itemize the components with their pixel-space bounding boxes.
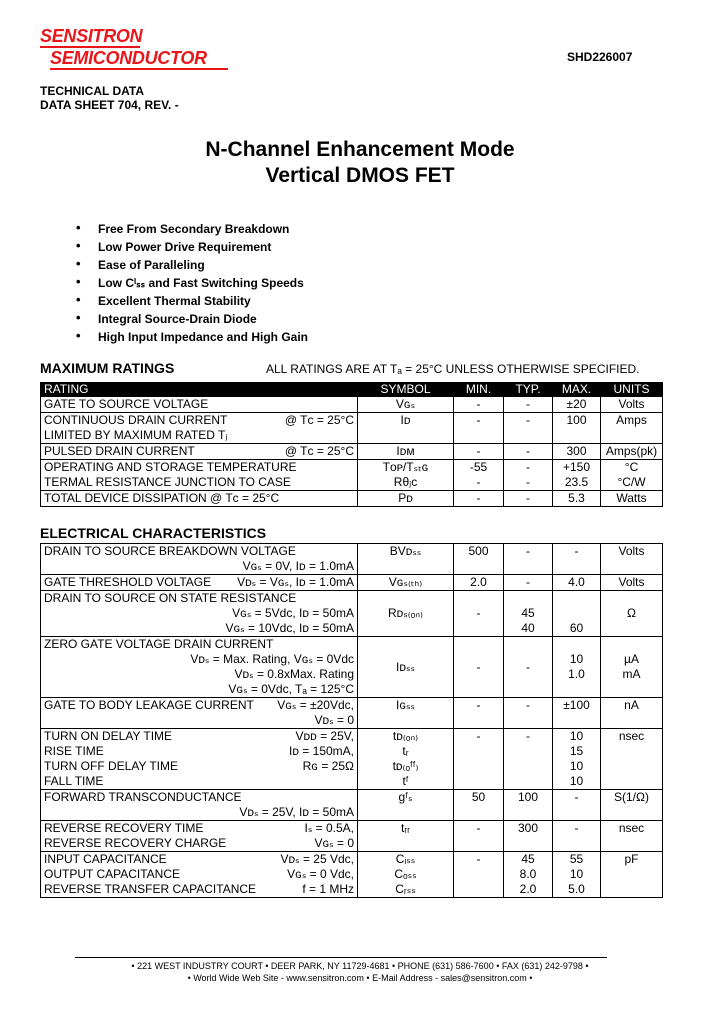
table-row bbox=[41, 790, 663, 821]
logo-line2: SEMICONDUCTOR bbox=[50, 48, 228, 70]
table-row bbox=[41, 460, 663, 491]
symbol-cell: Cᵣₛₛ bbox=[395, 882, 416, 896]
min-cell: - bbox=[454, 397, 504, 413]
param-condition: Iᴅ = 150mA, bbox=[289, 744, 354, 758]
max-cell: 10 bbox=[569, 867, 584, 881]
table-row bbox=[41, 637, 663, 698]
title-line1: N-Channel Enhancement Mode bbox=[205, 138, 515, 161]
param-condition: Vɢₛ = 0V, Iᴅ = 1.0mA bbox=[242, 559, 354, 573]
param-condition: Vᴅₛ = 25 Vdc, bbox=[280, 852, 354, 866]
electrical-heading: ELECTRICAL CHARACTERISTICS bbox=[40, 525, 267, 541]
param-condition: Vᴅₛ = 25V, Iᴅ = 50mA bbox=[239, 805, 354, 819]
max-cell: 10 bbox=[569, 729, 584, 743]
min-cell: - bbox=[454, 729, 504, 790]
typ-cell: 45 bbox=[521, 606, 535, 620]
max-cell: 5.0 bbox=[568, 882, 585, 896]
typ-cell: - bbox=[504, 575, 553, 591]
param-name: RISE TIME bbox=[44, 744, 104, 758]
units-cell: Amps(pk) bbox=[601, 444, 663, 460]
param-condition: Vᴅₛ = Max. Rating, Vɢₛ = 0Vdc bbox=[190, 652, 354, 666]
rating-name: TOTAL DEVICE DISSIPATION @ Tᴄ = 25°C bbox=[41, 491, 358, 507]
symbol-cell: Tᴏᴘ/Tₛₜɢ bbox=[382, 460, 429, 474]
param-condition: Vᴅₛ = 0.8xMax. Rating bbox=[234, 667, 354, 681]
param-condition: Vɢₛ = 0 Vdc, bbox=[287, 867, 354, 881]
col-header: SYMBOL bbox=[358, 383, 454, 397]
min-cell: - bbox=[454, 591, 504, 637]
max-cell: 55 bbox=[569, 852, 584, 866]
typ-cell: 100 bbox=[504, 790, 553, 821]
feature-item: • Low Cᴵₛₛ and Fast Switching Speeds bbox=[76, 276, 308, 294]
typ-cell: - bbox=[504, 544, 553, 575]
units-cell: Volts bbox=[601, 575, 663, 591]
max-cell: 100 bbox=[553, 413, 601, 444]
logo-line1: SENSITRON bbox=[40, 26, 143, 46]
symbol-cell: Vɢₛ bbox=[358, 397, 454, 413]
technical-data-label: TECHNICAL DATA bbox=[40, 84, 144, 98]
min-cell: - bbox=[454, 637, 504, 698]
symbol-cell: Iɢₛₛ bbox=[358, 698, 454, 729]
typ-cell: - bbox=[504, 637, 553, 698]
part-number: SHD226007 bbox=[567, 50, 633, 64]
rating-name-line2: LIMITED BY MAXIMUM RATED Tⱼ bbox=[44, 428, 228, 442]
symbol-cell: tᴅ₍ₒₙ₎ bbox=[392, 729, 419, 743]
param-name: REVERSE RECOVERY TIME bbox=[44, 821, 204, 835]
units-cell-2: mA bbox=[622, 667, 641, 681]
symbol-cell: BVᴅₛₛ bbox=[358, 544, 454, 575]
typ-cell: - bbox=[504, 397, 553, 413]
units-cell: Ω bbox=[601, 591, 663, 637]
max-cell: - bbox=[553, 821, 601, 852]
max-cell: +150 bbox=[562, 460, 591, 474]
min-cell: - bbox=[454, 821, 504, 852]
feature-item: • Low Power Drive Requirement bbox=[76, 240, 308, 258]
col-header: RATING bbox=[41, 383, 358, 397]
max-cell: ±100 bbox=[553, 698, 601, 729]
units-cell: pF bbox=[601, 852, 663, 898]
symbol-cell: tᴅ₍ₒᶠᶠ₎ bbox=[392, 759, 419, 773]
feature-item: • Excellent Thermal Stability bbox=[76, 294, 308, 312]
table-row bbox=[41, 729, 663, 790]
typ-cell-2: 40 bbox=[521, 621, 535, 635]
param-condition: Vᴅᴅ = 25V, bbox=[295, 729, 354, 743]
footer-contact: • World Wide Web Site - www.sensitron.com • E-Mail Address - sales@sensitron.com • bbox=[187, 973, 533, 983]
param-condition: Vɢₛ = ±20Vdc, bbox=[277, 698, 354, 712]
symbol-cell: Cᵢₛₛ bbox=[395, 852, 416, 866]
max-cell: 5.3 bbox=[553, 491, 601, 507]
symbol-cell: Rᴅₛ₍ₒₙ₎ bbox=[358, 591, 454, 637]
param-condition: Vɢₛ = 10Vdc, Iᴅ = 50mA bbox=[225, 621, 354, 635]
param-name: REVERSE TRANSFER CAPACITANCE bbox=[44, 882, 257, 896]
table-row bbox=[41, 698, 663, 729]
min-cell-2: - bbox=[476, 475, 481, 489]
param-condition: Vɢₛ = 0Vdc, Tₐ = 125°C bbox=[228, 682, 354, 696]
typ-cell: - bbox=[526, 460, 530, 474]
max-cell-2: 23.5 bbox=[564, 475, 589, 489]
col-header: TYP. bbox=[504, 383, 553, 397]
param-name: REVERSE RECOVERY CHARGE bbox=[44, 836, 227, 850]
feature-list bbox=[76, 222, 308, 348]
param-name: TURN ON DELAY TIME bbox=[44, 729, 173, 743]
units-cell: Volts bbox=[601, 397, 663, 413]
footer-rule bbox=[75, 957, 607, 958]
rating-name: CONTINUOUS DRAIN CURRENT bbox=[44, 413, 228, 427]
table-header-row bbox=[41, 383, 663, 397]
typ-cell: - bbox=[504, 413, 553, 444]
units-cell: S(1/Ω) bbox=[601, 790, 663, 821]
rating-name: OPERATING AND STORAGE TEMPERATURE bbox=[44, 460, 297, 474]
typ-cell: 300 bbox=[504, 821, 553, 852]
symbol-cell: gᶠₛ bbox=[358, 790, 454, 821]
rating-condition: @ Tᴄ = 25°C bbox=[284, 413, 354, 427]
symbol-cell-2: Rθⱼᴄ bbox=[393, 475, 418, 489]
param-name: DRAIN TO SOURCE ON STATE RESISTANCE bbox=[44, 591, 297, 605]
param-name: OUTPUT CAPACITANCE bbox=[44, 867, 181, 881]
units-cell: µA bbox=[624, 652, 639, 666]
param-condition: Vɢₛ = 0 bbox=[314, 836, 354, 850]
symbol-cell: Iᴅᴍ bbox=[358, 444, 454, 460]
min-cell: - bbox=[454, 491, 504, 507]
min-cell: - bbox=[454, 852, 504, 898]
table-row bbox=[41, 591, 663, 637]
col-header: MAX. bbox=[553, 383, 601, 397]
units-cell: °C bbox=[624, 460, 639, 474]
document-title bbox=[0, 137, 720, 189]
symbol-cell: tᵣ bbox=[402, 744, 409, 758]
symbol-cell: Pᴅ bbox=[358, 491, 454, 507]
max-cell: 300 bbox=[553, 444, 601, 460]
max-ratings-table bbox=[40, 382, 663, 507]
min-cell: - bbox=[454, 444, 504, 460]
symbol-cell: Cₒₛₛ bbox=[394, 867, 417, 881]
param-condition: Vɢₛ = 5Vdc, Iᴅ = 50mA bbox=[232, 606, 354, 620]
param-name: GATE THRESHOLD VOLTAGE bbox=[44, 575, 212, 589]
units-cell: Amps bbox=[601, 413, 663, 444]
symbol-cell: Iᴅₛₛ bbox=[358, 637, 454, 698]
min-cell: - bbox=[454, 698, 504, 729]
rating-name-line2: TERMAL RESISTANCE JUNCTION TO CASE bbox=[44, 475, 291, 489]
table-row bbox=[41, 491, 663, 507]
max-ratings-note: ALL RATINGS ARE AT Tₐ = 25°C UNLESS OTHERWISE SPECIFIED. bbox=[266, 362, 640, 376]
param-name: INPUT CAPACITANCE bbox=[44, 852, 167, 866]
table-row bbox=[41, 413, 663, 444]
max-cell: 4.0 bbox=[553, 575, 601, 591]
min-cell: - bbox=[454, 413, 504, 444]
max-cell-2: 1.0 bbox=[568, 667, 585, 681]
units-cell: nA bbox=[601, 698, 663, 729]
typ-cell-2: - bbox=[526, 475, 530, 489]
rating-name: PULSED DRAIN CURRENT bbox=[44, 444, 195, 458]
symbol-cell: tᵣᵣ bbox=[358, 821, 454, 852]
param-condition: Vᴅₛ = 0 bbox=[314, 713, 354, 727]
typ-cell: 8.0 bbox=[519, 867, 537, 881]
rating-condition: @ Tᴄ = 25°C bbox=[284, 444, 354, 458]
units-cell: Watts bbox=[601, 491, 663, 507]
param-name: FORWARD TRANSCONDUCTANCE bbox=[44, 790, 242, 804]
feature-item: • Integral Source-Drain Diode bbox=[76, 312, 308, 330]
company-logo bbox=[40, 26, 228, 70]
units-cell-2: °C/W bbox=[617, 475, 646, 489]
technical-data-block bbox=[40, 84, 179, 112]
max-ratings-heading: MAXIMUM RATINGS bbox=[40, 360, 175, 376]
data-sheet-label: DATA SHEET 704, REV. - bbox=[40, 98, 179, 112]
max-cell: 10 bbox=[569, 759, 584, 773]
param-condition: Vᴅₛ = Vɢₛ, Iᴅ = 1.0mA bbox=[237, 575, 354, 589]
units-cell: nsec bbox=[601, 729, 663, 790]
col-header: MIN. bbox=[454, 383, 504, 397]
table-row bbox=[41, 544, 663, 575]
table-row bbox=[41, 575, 663, 591]
min-cell: 50 bbox=[454, 790, 504, 821]
param-name: TURN OFF DELAY TIME bbox=[44, 759, 179, 773]
feature-item: • High Input Impedance and High Gain bbox=[76, 330, 308, 348]
typ-cell: 2.0 bbox=[519, 882, 537, 896]
param-name: ZERO GATE VOLTAGE DRAIN CURRENT bbox=[44, 637, 274, 651]
typ-cell: - bbox=[504, 698, 553, 729]
feature-item: • Free From Secondary Breakdown bbox=[76, 222, 308, 240]
symbol-cell: tᶠ bbox=[402, 774, 409, 788]
typ-cell: - bbox=[504, 444, 553, 460]
symbol-cell: Iᴅ bbox=[358, 413, 454, 444]
max-cell: 60 bbox=[569, 621, 584, 635]
units-cell: nsec bbox=[601, 821, 663, 852]
max-cell: 10 bbox=[569, 652, 584, 666]
electrical-table bbox=[40, 543, 663, 898]
min-cell: 500 bbox=[454, 544, 504, 575]
min-cell: -55 bbox=[469, 460, 488, 474]
table-row bbox=[41, 444, 663, 460]
symbol-cell: Vɢₛ₍ₜₕ₎ bbox=[358, 575, 454, 591]
typ-cell: 45 bbox=[521, 852, 535, 866]
units-cell: Volts bbox=[601, 544, 663, 575]
feature-item: • Ease of Paralleling bbox=[76, 258, 308, 276]
table-row bbox=[41, 852, 663, 898]
min-cell: 2.0 bbox=[454, 575, 504, 591]
param-name: FALL TIME bbox=[44, 774, 104, 788]
col-header: UNITS bbox=[601, 383, 663, 397]
param-condition: Rɢ = 25Ω bbox=[302, 759, 354, 773]
param-name: GATE TO BODY LEAKAGE CURRENT bbox=[44, 698, 254, 712]
typ-cell: - bbox=[504, 729, 553, 790]
max-cell: - bbox=[553, 544, 601, 575]
rating-name: GATE TO SOURCE VOLTAGE bbox=[44, 397, 209, 411]
param-condition: f = 1 MHz bbox=[302, 882, 354, 896]
param-condition: Iₛ = 0.5A, bbox=[304, 821, 354, 835]
typ-cell: - bbox=[504, 491, 553, 507]
max-cell: - bbox=[553, 790, 601, 821]
table-row bbox=[41, 397, 663, 413]
param-name: DRAIN TO SOURCE BREAKDOWN VOLTAGE bbox=[44, 544, 296, 558]
max-cell: ±20 bbox=[553, 397, 601, 413]
table-row bbox=[41, 821, 663, 852]
title-line2: Vertical DMOS FET bbox=[265, 164, 455, 187]
footer-address: • 221 WEST INDUSTRY COURT • DEER PARK, NY 11729-4681 • PHONE (631) 586-7600 • FAX (631) 242-9798 • bbox=[131, 961, 589, 971]
max-cell: 15 bbox=[569, 744, 584, 758]
max-cell: 10 bbox=[569, 774, 584, 788]
